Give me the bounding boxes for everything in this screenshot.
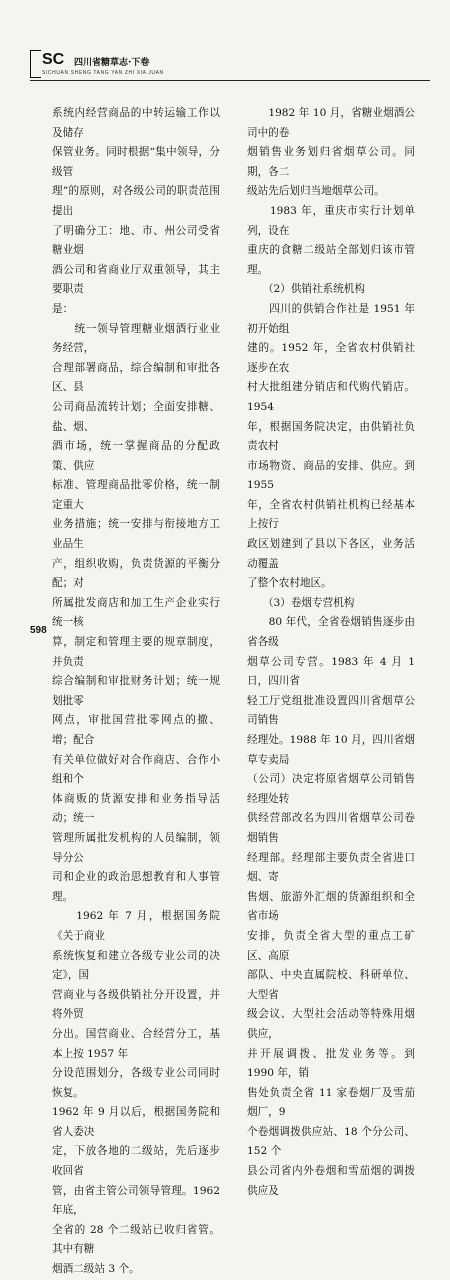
logo-mark: SC [42, 51, 65, 68]
paragraph: 1983 年，重庆市实行计划单列，设在 重庆的食糖二级站全部划归该市管理。 [247, 204, 415, 276]
paragraph: 1962 年 7 月，根据国务院《关于商业 系统恢复和建立各级专业公司的决定》，国 营商业与各级供销社分开设置，并将外贸 分出。国营商业、合经营分工，基本上按 1957 年 分设范围划分，各级专业公司同时恢复。 1962 年 9 月以后，根据国务院和省人委决 定，下放各地的二级站，先后逐步收回省 管，由省主管公司领导管理。1962 年底， 全省的 28 个二级站已收归省管。其中有糖 烟酒二级站 3 个。 [52, 910, 220, 1276]
page-number: 598 [30, 625, 47, 636]
header-rule [30, 80, 430, 81]
running-title-pinyin: SICHUAN SHENG TANG YAN ZHI XIA JUAN [42, 70, 164, 76]
paragraph: 四川的供销合作社是 1951 年初开始组 建的。1952 年，全省农村供销社逐步在农 村大批组建分销店和代购代销店。1954 年，根据国务院决定，由供销社负责农村 市场物资、商品的安排、供应。到 1955 年，全省农村供销社机构已经基本上按行 政区划建到了县以下各区，业务活动覆盖 了整个农村地区。 [247, 302, 415, 590]
logo-bracket [30, 50, 41, 78]
running-title: 四川省糖草志·下卷 [74, 58, 150, 68]
section-heading: （3）卷烟专营机构 [247, 596, 355, 609]
right-column [247, 104, 415, 1201]
paragraph: 1982 年 10 月，省糖业烟酒公司中的卷 烟销售业务划归省烟草公司。同期，各二 级站先后划归当地烟草公司。 [247, 107, 415, 198]
paragraph: 80 年代，全省卷烟销售逐步由省各级 烟草公司专营。1983 年 4 月 1 日，四川省 轻工厅党组批准设置四川省烟草公司销售 经理处。1988 年 10 月，四川省烟草专卖局 （公司）决定将原省烟草公司销售经理处转 供经营部改名为四川省烟草公司卷烟销售 经理部。经理部主要负责全省进口烟、寄 售烟、旅游外汇烟的货源组织和全省市场 安排，负责全省大型的重点工矿区、高原 部队、中央直属院校、科研单位、大型省 级会议、大型社会活动等特殊用烟供应， 并开展调拨、批发业务等。到 1990 年，销 售处负责全省 11 家卷烟厂及雪茄烟厂，9 个卷烟调拨供应站、18 个分公司、152 个 县公司省内外卷烟和雪茄烟的调拨供应及 [247, 616, 415, 1197]
left-column [52, 104, 220, 1280]
paragraph: 统一领导管理糖业烟酒行业业务经营， 合理部署商品，综合编制和审批各区、县 公司商品流转计划；全面安排糖、盐、烟、 酒市场，统一掌握商品的分配政策、供应 标准、管理商品批零价格，统一制定重大 业务措施；统一安排与衔接地方工业品生 产，组织收购，负责货源的平衡分配；对 所属批发商店和加工生产企业实行统一核 算，制定和管理主要的规章制度，并负责 综合编制和审批财务计划；统一规划批零 网点，审批国营批零网点的撤、增；配合 有关单位做好对合作商店、合作小组和个 体商贩的货源安排和业务指导活动；统一 管理所属批发机构的人员编制，领导分公 司和企业的政治思想教育和人事管理。 [52, 322, 220, 903]
section-heading: （2）供销社系统机构 [247, 283, 365, 296]
paragraph: 系统内经营商品的中转运输工作以及储存 保管业务。同时根据“集中领导，分级管 理”的原则，对各级公司的职责范围提出 了明确分工：地、市、州公司受省糖业烟 酒公司和省商业厅双重领导，其主要职责 是： [52, 107, 220, 315]
page-header [30, 50, 430, 78]
